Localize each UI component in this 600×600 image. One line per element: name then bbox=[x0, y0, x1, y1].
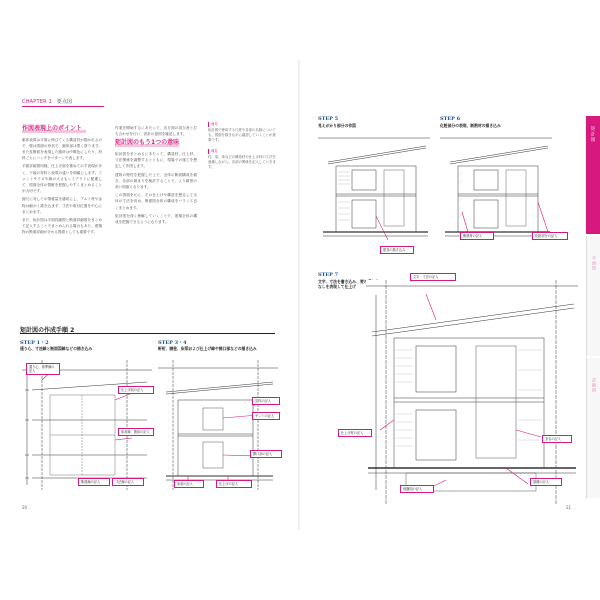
paragraph: 躯体表現は平面に伸びてくる構造材が描かれるので、壁は図面の形状で、躯体部は黒く塗ります。また柱断面を表現した箇所は中間色にしたり、材料ごとにハッチをパターンで表します。 bbox=[22, 137, 102, 161]
paragraph: また、矩計図は平面詳細図と断面詳細図をまとめて記入することでまとめられる場合もあり、建築物の断面詳細が分かる図面としても重要です。 bbox=[22, 217, 102, 235]
right-page bbox=[300, 60, 600, 530]
callout: 寸法線の記入 bbox=[112, 478, 144, 486]
margin-notes bbox=[208, 122, 278, 176]
procedure-title: 矩計図の作成手順 2 bbox=[20, 327, 75, 334]
callout: 地盤面の記入 bbox=[400, 485, 434, 493]
paragraph: 建物の特性を把握した上で、全体の断面構成を描き、各部の納まりを検討することで、より精度の高い図面となります。 bbox=[115, 172, 197, 189]
callout: 仕上げ面の記入 bbox=[118, 386, 154, 394]
side-tab-active[interactable]: 矩計図 bbox=[586, 116, 600, 234]
text-column-b bbox=[115, 125, 197, 227]
note-tag: 補足 bbox=[208, 122, 218, 127]
section-drawing-step-7 bbox=[366, 280, 578, 505]
callout: 断熱材の記入 bbox=[460, 232, 494, 240]
note-text: 柱、梁、床などの構造材や仕上げ材の寸法を意識しながら、各部の関係を記入していきます。 bbox=[208, 155, 276, 169]
step-7-desc: 文字、寸法を書き込み、要の通りうなしを表現して仕上げ bbox=[318, 279, 379, 289]
note-text: 矩計図で使用する尺度や各部の名称についても、図面を描きながら確認していくことが重要です。 bbox=[208, 128, 276, 142]
paragraph: 縮尺に対しての情報量を適切にし、アルミ材や金物は細かく描き込まず、寸法や取付位置を中心にまとめます。 bbox=[22, 197, 102, 214]
section-drawing-step-5 bbox=[318, 132, 430, 244]
step-1-2-desc: 通り心、寸法線と断面図線などの描き込み bbox=[20, 346, 93, 351]
paragraph: 作業を開始するにあたって、各方面の担当者と打ち合わせを行い、設計の意図を確認します。 bbox=[115, 126, 197, 137]
side-tab-3[interactable]: 詳細図 bbox=[586, 358, 600, 498]
paragraph: この図面を元に、その仕上げや構造を想定して全体の寸法を決め、断面図全体の構成をバランス良くまとめます。 bbox=[115, 193, 197, 210]
side-tab-2[interactable]: 平面図 bbox=[586, 236, 600, 356]
step-5-label: STEP 5 bbox=[318, 116, 339, 122]
chapter-rule bbox=[22, 106, 104, 107]
callout: 仕上げ材の記入 bbox=[338, 429, 372, 437]
callout: サッシの記入 bbox=[252, 412, 280, 420]
callout: 断面線の記入 bbox=[78, 478, 110, 486]
text-column-a bbox=[22, 125, 102, 238]
step-3-4-desc: 軒桁、胴差、床梁および仕上げ線や開口部などの描き込み bbox=[158, 346, 257, 351]
step-7-label: STEP 7 bbox=[318, 272, 339, 278]
section-drawing-step-6 bbox=[440, 132, 552, 244]
step-3-4-label: STEP 3・4 bbox=[158, 340, 187, 346]
procedure-rule bbox=[20, 333, 275, 334]
callout: 基礎の記入 bbox=[530, 478, 562, 486]
step-6-desc: 化粧部分の表現、断熱材の描き込み bbox=[440, 123, 501, 128]
book-spread bbox=[0, 60, 600, 530]
callout: 仕上げの記入 bbox=[216, 480, 252, 488]
section-drawing-step-3-4 bbox=[158, 360, 278, 490]
callout: 窓枠の記入 bbox=[252, 397, 280, 405]
callout: 室名の記入 bbox=[542, 435, 572, 443]
left-page bbox=[0, 60, 300, 530]
paragraph: 平面詳細図同様、仕上げ面を重ねて示す表現が多く、下地の材料と表現の違いを明確にします。フォントサイズや線の太さもレイアウトに配慮して、図面全体の情報を把握しやすくまとめることが大切です。 bbox=[22, 164, 102, 194]
callout: 文字・寸法の記入 bbox=[410, 273, 456, 281]
callout: 化粧部分の記入 bbox=[532, 232, 568, 240]
step-6-label: STEP 6 bbox=[440, 116, 461, 122]
callout: 建具の描き込み bbox=[380, 246, 414, 254]
note-tag: 補足 bbox=[208, 149, 218, 154]
paragraph: 矩計図をまとめるにあたって、構造材、仕上材、寸法関係を調整するとともに、現場での施工を想定して作図します。 bbox=[115, 151, 197, 169]
section-drawing-step-1-2 bbox=[22, 360, 152, 490]
step-1-2-label: STEP 1・2 bbox=[20, 340, 49, 346]
callout: 通り心、基準線の記入 bbox=[26, 363, 60, 375]
chapter-label: CHAPTER 1 要点図 bbox=[22, 99, 73, 105]
callout: 床高線、階高の記入 bbox=[118, 428, 154, 436]
section-heading-2: 矩計図のもう1つの意味 bbox=[115, 139, 180, 147]
step-5-desc: 見えがかり部分の作図 bbox=[318, 123, 356, 128]
page-number: 20 bbox=[22, 505, 28, 510]
section-heading-1: 作図表現上のポイント bbox=[22, 125, 102, 133]
callout: 開口部の記入 bbox=[250, 450, 282, 458]
paragraph: 矩計図を深く理解していくことで、建築全体の構成を把握できるようになります。 bbox=[115, 213, 197, 224]
callout: 床梁の記入 bbox=[174, 480, 204, 488]
page-number: 21 bbox=[566, 505, 572, 510]
